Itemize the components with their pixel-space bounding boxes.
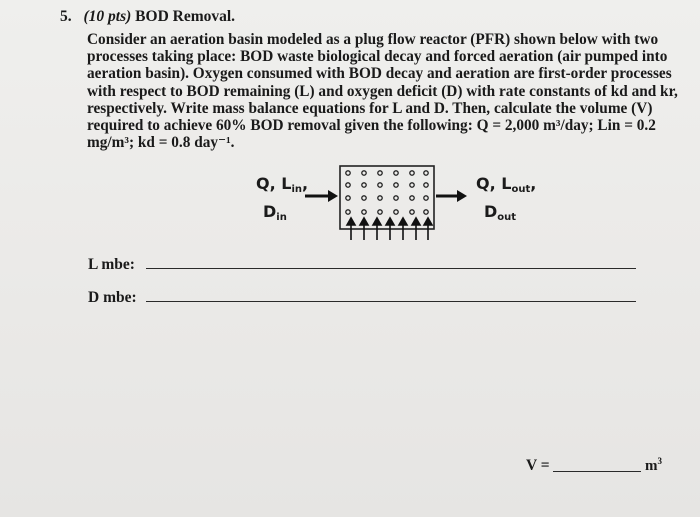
volume-answer-label: V =	[526, 457, 550, 474]
prompt-line: aeration basin). Oxygen consumed with BOD decay and aeration are first-order processes	[87, 65, 672, 83]
l-mass-balance-answer-line[interactable]	[146, 268, 636, 269]
outlet-deficit-label: $D_{out}$	[484, 202, 517, 223]
inlet-deficit-label: $D_{in}$	[263, 202, 287, 223]
prompt-line: required to achieve 60% BOD removal given the following: Q = 2,000 m³/day; Lin = 0.2	[87, 117, 656, 135]
prompt-line: processes taking place: BOD waste biological decay and forced aeration (air pumped into	[87, 48, 668, 66]
d-mass-balance-answer-line[interactable]	[146, 301, 636, 302]
d-mass-balance-label: D mbe:	[88, 289, 137, 306]
air-bubbles	[346, 171, 428, 214]
question-prompt	[87, 31, 678, 152]
prompt-line: Consider an aeration basin modeled as a plug flow reactor (PFR) shown below with two	[87, 31, 659, 48]
outlet-arrow	[436, 190, 467, 202]
prompt-line: with respect to BOD remaining (L) and oxygen deficit (D) with rate constants of kd and kr,	[87, 82, 678, 100]
prompt-line: respectively. Write mass balance equations for L and D. Then, calculate the volume (V)	[87, 99, 653, 117]
inlet-flow-label: Q, $L_{in}$,	[256, 174, 309, 195]
outlet-flow-label: Q, $L_{out}$,	[476, 174, 537, 195]
prompt-line: mg/m³; kd = 0.8 day⁻¹.	[87, 134, 235, 152]
volume-answer-line[interactable]	[553, 471, 641, 472]
reactor-box	[340, 166, 434, 229]
question-number: 5.	[60, 8, 72, 25]
question-header	[60, 8, 235, 26]
pfr-diagram	[250, 162, 540, 248]
volume-unit: $m^3$	[645, 456, 662, 474]
question-title: BOD Removal.	[135, 8, 236, 25]
inlet-arrow	[305, 190, 338, 202]
l-mass-balance-label: L mbe:	[88, 256, 135, 273]
question-points: (10 pts)	[83, 8, 132, 25]
